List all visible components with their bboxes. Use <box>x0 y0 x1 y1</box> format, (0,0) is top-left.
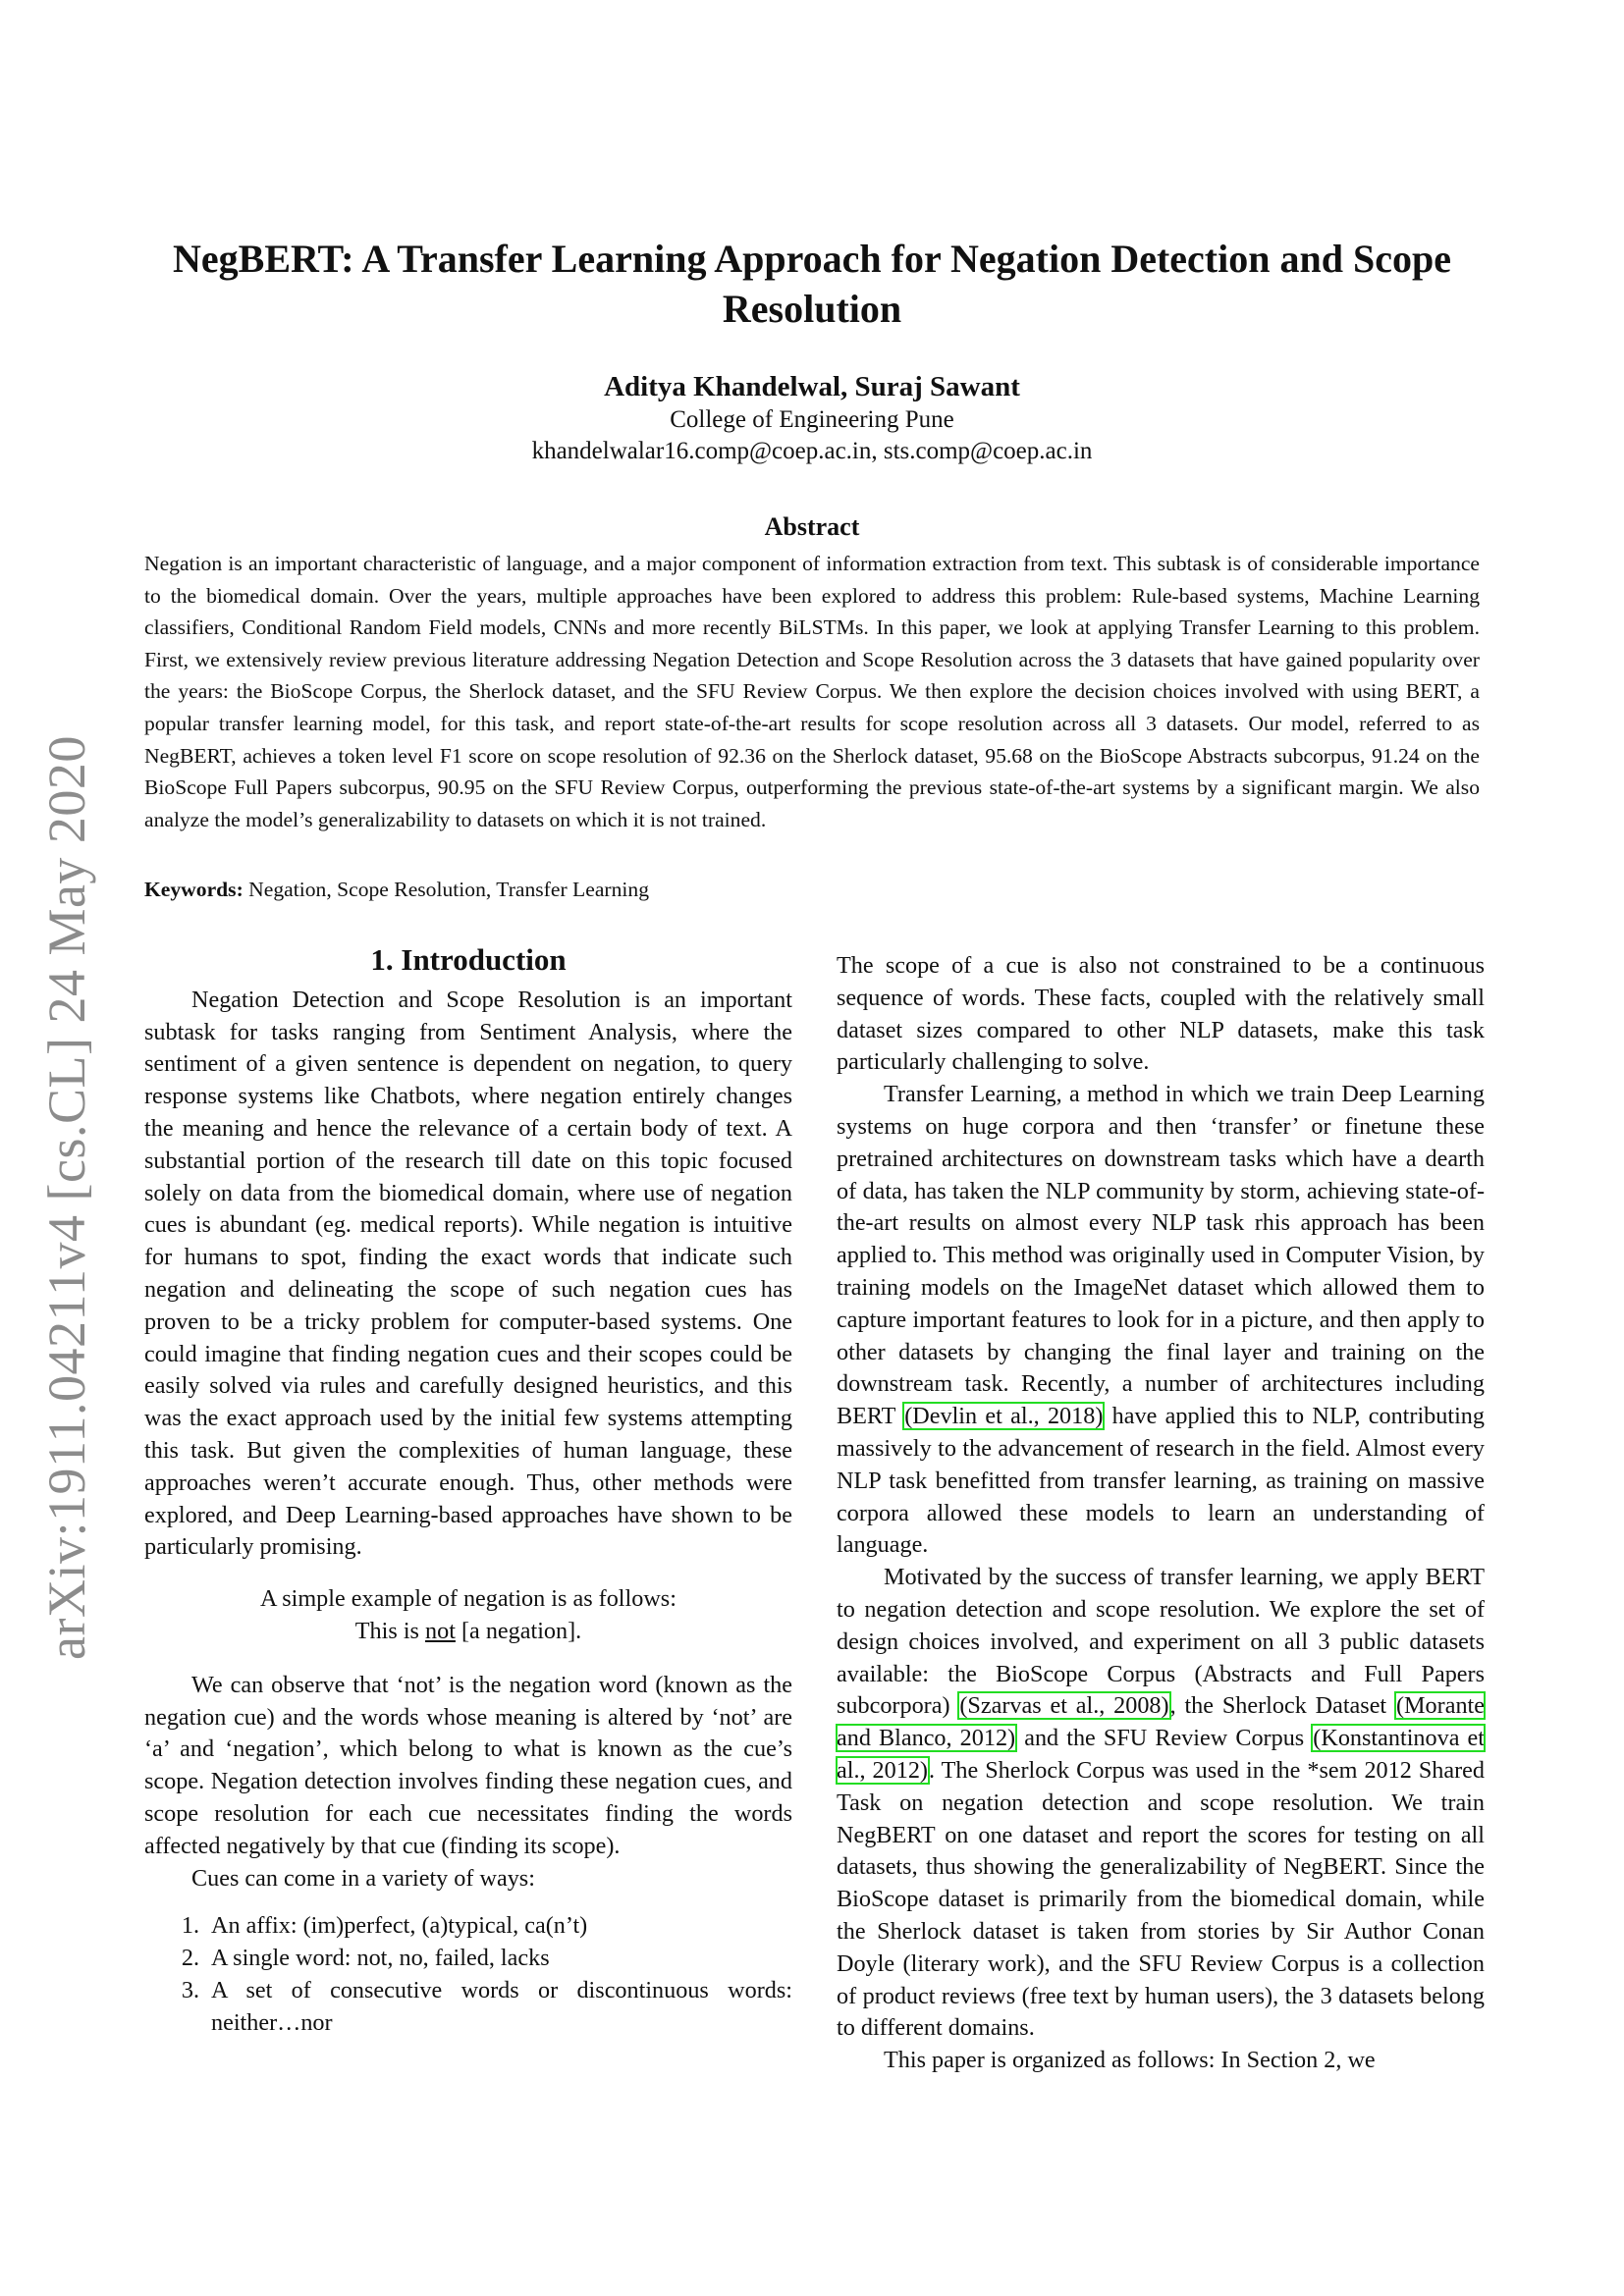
intro-paragraph-7: This paper is organized as follows: In Section 2, we <box>884 2047 1376 2074</box>
cue-types-list <box>144 1910 792 2039</box>
paragraph-text: Motivated by the success of transfer learning, we apply BERT to negation detection and scope resolution. We explore the set of design choices involved, and experiment on all 3 public datasets available: the BioScope Corpus (Abstracts and Full Papers subcorpora) <box>837 1564 1485 1720</box>
intro-paragraph-1: Negation Detection and Scope Resolution is an important subtask for tasks ranging from Sentiment Analysis, where the sentiment of a given sentence is dependent on negation, to query response systems like Chatbots, where negation entirely changes the meaning and hence the relevance of a certain body of text. A substantial portion of the research till date on this topic focused solely on data from the biomedical domain, where use of negation cues is abundant (eg. medical reports). While negation is intuitive for humans to spot, finding the exact words that indicate such negation and delineating the scope of such negation cues has proven to be a tricky problem for computer-based systems. One could imagine that finding negation cues and their scopes could be easily solved via rules and carefully designed heuristics, and this was the exact approach used by the initial few systems attempting this task. But given the complexities of human language, these approaches weren’t accurate enough. Thus, other methods were explored, and Deep Learning-based approaches have shown to be particularly promising. <box>144 986 792 1561</box>
right-column <box>837 950 1485 2077</box>
list-item <box>144 1910 792 1943</box>
intro-paragraph-6 <box>837 1562 1485 2045</box>
paragraph-text: have applied this to NLP, contributing massively to the advancement of research in the field. Almost every NLP task benefitted from transfer learning, as training on massive corpora allowed these models to learn an understanding of language. <box>837 1403 1485 1559</box>
citation-link-konstantinova[interactable]: (Konstantinova et al., 2012) <box>837 1725 1485 1784</box>
list-item <box>144 1943 792 1975</box>
intro-paragraph-2: We can observe that ‘not’ is the negation word (known as the negation cue) and the words whose meaning is altered by ‘not’ are ‘a’ and ‘negation’, which belong to what is known as the cue’s scope. Negation detection involves finding these negation cues, and scope resolution for each cue necessitates finding the words affected negatively by that cue (finding its scope). <box>144 1671 792 1859</box>
author-emails: khandelwalar16.comp@coep.ac.in, sts.comp@coep.ac.in <box>531 438 1093 464</box>
list-item-number: 2. <box>181 1945 199 1972</box>
arxiv-id: arXiv:1911.04211v4 [cs.CL] 24 May 2020 <box>37 735 96 1660</box>
affiliation: College of Engineering Pune <box>670 406 954 433</box>
keywords <box>144 878 1480 902</box>
keywords-list: Negation, Scope Resolution, Transfer Learning <box>248 878 649 901</box>
list-item-text: A single word: not, no, failed, lacks <box>211 1945 550 1972</box>
example-post: [a negation]. <box>455 1617 582 1644</box>
negation-example <box>144 1583 792 1648</box>
list-item <box>144 1975 792 2040</box>
arxiv-watermark <box>8 0 126 2296</box>
section-heading-introduction: 1. Introduction <box>370 942 567 977</box>
paper-title: NegBERT: A Transfer Learning Approach for Negation Detection and Scope Resolution <box>173 237 1451 331</box>
intro-paragraph-4: The scope of a cue is also not constrained to be a continuous sequence of words. These facts, coupled with the relatively small dataset sizes compared to other NLP datasets, make this task particularly challenging to solve. <box>837 952 1485 1076</box>
citation-link-morante[interactable]: (Morante and Blanco, 2012) <box>837 1692 1485 1752</box>
example-pre: This is <box>354 1617 426 1644</box>
paragraph-text: and the SFU Review Corpus <box>1016 1725 1313 1752</box>
abstract-heading: Abstract <box>764 512 860 541</box>
paragraph-text: . The Sherlock Corpus was used in the *sem 2012 Shared Task on negation detection and scope resolution. We train NegBERT on one dataset and report the scores for testing on all datasets, thus showing the generalizability of NegBERT. Since the BioScope dataset is primarily from the biomedical domain, while the Sherlock dataset is taken from stories by Sir Author Conan Doyle (literary work), and the SFU Review Corpus is a collection of product reviews (free text by human users), the 3 datasets belong to different domains. <box>837 1756 1485 2042</box>
citation-link-szarvas[interactable]: (Szarvas et al., 2008) <box>959 1692 1169 1720</box>
example-sentence <box>144 1616 792 1648</box>
intro-paragraph-5 <box>837 1079 1485 1562</box>
list-item-number: 1. <box>181 1912 199 1940</box>
intro-paragraph-3: Cues can come in a variety of ways: <box>191 1864 535 1892</box>
list-item-text: An affix: (im)perfect, (a)typical, ca(n’t) <box>211 1912 588 1940</box>
list-item-text: A set of consecutive words or discontinuous words: neither…nor <box>211 1976 792 2036</box>
keywords-label: Keywords: <box>144 878 244 901</box>
citation-link-devlin[interactable]: (Devlin et al., 2018) <box>904 1403 1104 1430</box>
paragraph-text: , the Sherlock Dataset <box>1169 1692 1395 1720</box>
paragraph-text: Transfer Learning, a method in which we train Deep Learning systems on huge corpora and then ‘transfer’ or finetune these pretrained architectures on downstream tasks which have a dearth of data, has taken the NLP community by storm, achieving state-of-the-art results on almost every NLP task rhis approach has been applied to. This method was originally used in Computer Vision, by training models on the ImageNet dataset which allowed them to capture important features to look for in a picture, and then apply to other datasets by changing the final layer and training on the downstream task. Recently, a number of architectures including BERT <box>837 1081 1485 1430</box>
abstract-text: Negation is an important characteristic of language, and a major component of information extraction from text. This subtask is of considerable importance to the biomedical domain. Over the years, multiple approaches have been explored to address this problem: Rule-based systems, Machine Learning classifiers, Conditional Random Field models, CNNs and more recently BiLSTMs. In this paper, we look at applying Transfer Learning to this problem. First, we extensively review previous literature addressing Negation Detection and Scope Resolution across the 3 datasets that have gained popularity over the years: the BioScope Corpus, the Sherlock dataset, and the SFU Review Corpus. We then explore the decision choices involved with using BERT, a popular transfer learning model, for this task, and report state-of-the-art results for scope resolution across all 3 datasets. Our model, referred to as NegBERT, achieves a token level F1 score on scope resolution of 92.36 on the Sherlock dataset, 95.68 on the BioScope Abstracts subcorpus, 91.24 on the BioScope Full Papers subcorpus, 90.95 on the SFU Review Corpus, outperforming the previous state-of-the-art systems by a significant margin. We also analyze the model’s generalizability to datasets on which it is not trained. <box>144 552 1480 831</box>
left-column <box>144 944 792 2040</box>
example-intro: A simple example of negation is as follows: <box>260 1585 677 1613</box>
list-item-number: 3. <box>181 1976 199 2003</box>
example-cue: not <box>425 1617 456 1644</box>
authors: Aditya Khandelwal, Suraj Sawant <box>604 371 1020 402</box>
